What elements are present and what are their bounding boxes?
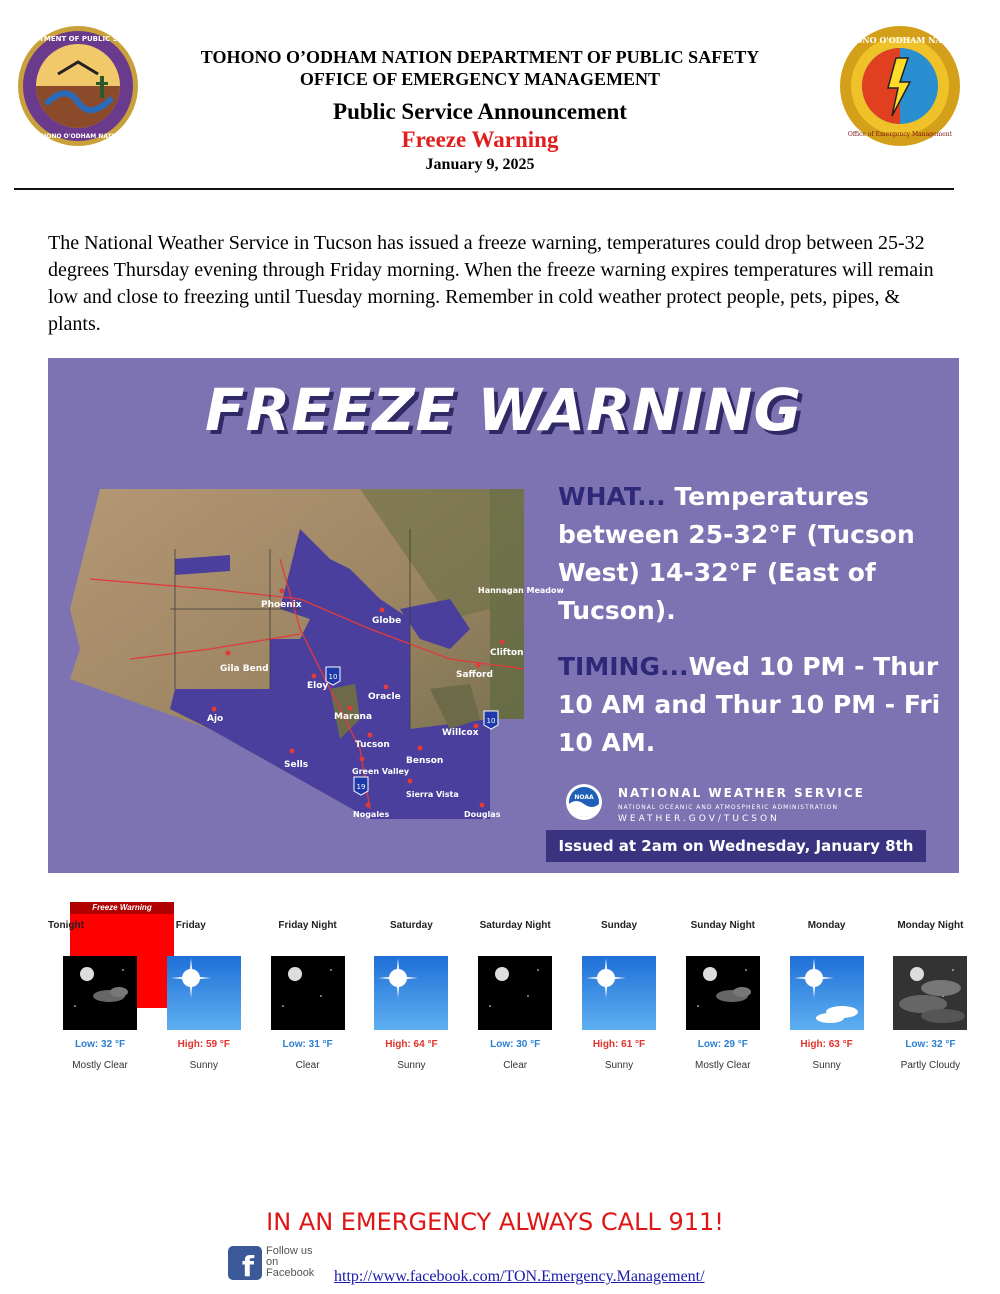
map-city-sierra-vista: Sierra Vista xyxy=(406,790,459,799)
map-city-tucson: Tucson xyxy=(355,740,390,750)
freeze-warning-label: Freeze Warning xyxy=(70,902,174,914)
period-temperature: High: 63 °F xyxy=(800,1039,853,1050)
period-condition: Sunny xyxy=(812,1060,841,1071)
forecast-strip xyxy=(48,900,964,1080)
period-name: Monday xyxy=(807,920,846,931)
document-header xyxy=(150,46,810,176)
period-temperature: Low: 30 °F xyxy=(490,1039,541,1050)
forecast-period xyxy=(48,918,152,1071)
map-city-green-valley: Green Valley xyxy=(352,767,410,776)
period-temperature: Low: 32 °F xyxy=(905,1039,956,1050)
night-mostly-clear-icon xyxy=(63,956,137,1030)
intro-paragraph: The National Weather Service in Tucson has issued a freeze warning, temperatures could drop between 25-32 degrees Thursday evening through Friday morning. When the freeze warning expires temperatures will remain low and close to freezing until Tuesday morning. Remember in cold weather protect people, pets, pipes, & plants. xyxy=(48,232,934,335)
svg-text:NOAA: NOAA xyxy=(574,794,594,801)
header-divider xyxy=(14,188,954,190)
forecast-period xyxy=(671,918,775,1071)
map-city-globe: Globe xyxy=(372,616,402,626)
emergency-management-seal-icon xyxy=(834,24,966,148)
public-safety-seal-icon xyxy=(13,24,143,148)
period-condition: Mostly Clear xyxy=(695,1060,751,1071)
map-city-willcox: Willcox xyxy=(442,728,479,738)
period-name: Saturday Night xyxy=(479,920,551,931)
psa-title: Public Service Announcement xyxy=(333,99,627,124)
period-name: Tonight xyxy=(48,920,84,931)
follow-facebook-label: Follow us on Facebook xyxy=(266,1245,315,1279)
period-name: Sunday Night xyxy=(690,920,756,931)
what-statement: WHAT... Temperatures between 25-32°F (Tucson West) 14-32°F (East of Tucson). xyxy=(558,482,915,625)
issued-timestamp: Issued at 2am on Wednesday, January 8th xyxy=(546,830,926,862)
night-clear-icon xyxy=(478,956,552,1030)
night-clear-icon xyxy=(271,956,345,1030)
forecast-period xyxy=(567,918,671,1071)
period-name: Saturday xyxy=(389,920,433,931)
period-condition: Sunny xyxy=(189,1060,218,1071)
map-city-marana: Marana xyxy=(334,712,373,722)
period-condition: Clear xyxy=(295,1060,320,1071)
forecast-period xyxy=(152,918,256,1071)
banner-title: FREEZE WARNING xyxy=(204,376,803,444)
facebook-icon[interactable] xyxy=(228,1246,262,1283)
period-condition: Partly Cloudy xyxy=(900,1060,961,1071)
map-city-hannagan-meadow: Hannagan Meadow xyxy=(478,586,564,595)
sunny-clouds-icon xyxy=(790,956,864,1030)
period-temperature: High: 64 °F xyxy=(385,1039,438,1050)
map-city-phoenix: Phoenix xyxy=(261,600,302,610)
svg-text:TOHONO O'ODHAM NATION: TOHONO O'ODHAM NATION xyxy=(834,35,966,45)
facebook-page-link[interactable]: http://www.facebook.com/TON.Emergency.Management/ xyxy=(334,1268,705,1285)
svg-text:10: 10 xyxy=(486,717,496,725)
period-name: Monday Night xyxy=(897,920,964,931)
nws-name: NATIONAL WEATHER SERVICE xyxy=(618,786,865,800)
forecast-period xyxy=(463,918,567,1071)
period-condition: Mostly Clear xyxy=(72,1060,128,1071)
map-city-sells: Sells xyxy=(284,760,309,770)
map-city-clifton: Clifton xyxy=(490,648,524,658)
svg-text:f: f xyxy=(241,1250,255,1283)
banner-details xyxy=(558,478,948,780)
night-partly-cloudy-icon xyxy=(893,956,967,1030)
svg-text:TOHONO O'ODHAM NATION: TOHONO O'ODHAM NATION xyxy=(32,133,124,140)
map-city-oracle: Oracle xyxy=(368,692,401,702)
svg-text:DEPARTMENT OF PUBLIC SAFETY: DEPARTMENT OF PUBLIC SAFETY xyxy=(13,35,143,43)
period-temperature: Low: 31 °F xyxy=(282,1039,333,1050)
period-temperature: High: 59 °F xyxy=(177,1039,230,1050)
arizona-map-icon xyxy=(70,489,564,819)
period-condition: Sunny xyxy=(604,1060,634,1071)
psa-subtitle: Freeze Warning xyxy=(401,127,559,152)
period-name: Sunday xyxy=(600,920,638,931)
forecast-period xyxy=(878,918,982,1071)
map-city-nogales: Nogales xyxy=(353,810,390,819)
sunny-icon xyxy=(374,956,448,1030)
timing-statement: TIMING...Wed 10 PM - Thur 10 AM and Thur 10 PM - Fri 10 AM. xyxy=(558,652,941,757)
org-line-2: OFFICE OF EMERGENCY MANAGEMENT xyxy=(299,69,661,89)
svg-text:19: 19 xyxy=(356,783,366,791)
forecast-period xyxy=(359,918,463,1071)
org-line-1: TOHONO O’ODHAM NATION DEPARTMENT OF PUBLIC SAFETY xyxy=(200,47,760,67)
map-city-douglas: Douglas xyxy=(464,810,501,819)
map-city-gila-bend: Gila Bend xyxy=(220,664,269,674)
emergency-notice: IN AN EMERGENCY ALWAYS CALL 911! xyxy=(266,1208,724,1236)
sunny-icon xyxy=(167,956,241,1030)
period-temperature: High: 61 °F xyxy=(592,1039,646,1050)
period-temperature: Low: 32 °F xyxy=(74,1039,126,1050)
freeze-warning-graphic xyxy=(48,358,959,873)
noaa-logo-icon xyxy=(564,782,604,822)
period-name: Friday xyxy=(175,920,206,931)
forecast-period xyxy=(256,918,360,1071)
nws-subtitle: NATIONAL OCEANIC AND ATMOSPHERIC ADMINISTRATION xyxy=(618,804,838,811)
period-name: Friday Night xyxy=(278,920,337,931)
psa-date: January 9, 2025 xyxy=(425,156,535,173)
map-city-eloy: Eloy xyxy=(307,681,329,691)
svg-text:Office of Emergency Management: Office of Emergency Management xyxy=(847,131,953,138)
forecast-period xyxy=(775,918,879,1071)
map-city-ajo: Ajo xyxy=(207,714,224,724)
period-temperature: Low: 29 °F xyxy=(697,1039,748,1050)
night-mostly-clear-icon xyxy=(686,956,760,1030)
nws-url: WEATHER.GOV/TUCSON xyxy=(618,814,780,824)
period-condition: Sunny xyxy=(397,1060,426,1071)
sunny-icon xyxy=(582,956,656,1030)
nws-branding xyxy=(564,782,904,826)
svg-text:10: 10 xyxy=(328,673,338,681)
map-city-benson: Benson xyxy=(406,756,444,766)
map-city-safford: Safford xyxy=(456,670,493,680)
period-condition: Clear xyxy=(503,1060,528,1071)
